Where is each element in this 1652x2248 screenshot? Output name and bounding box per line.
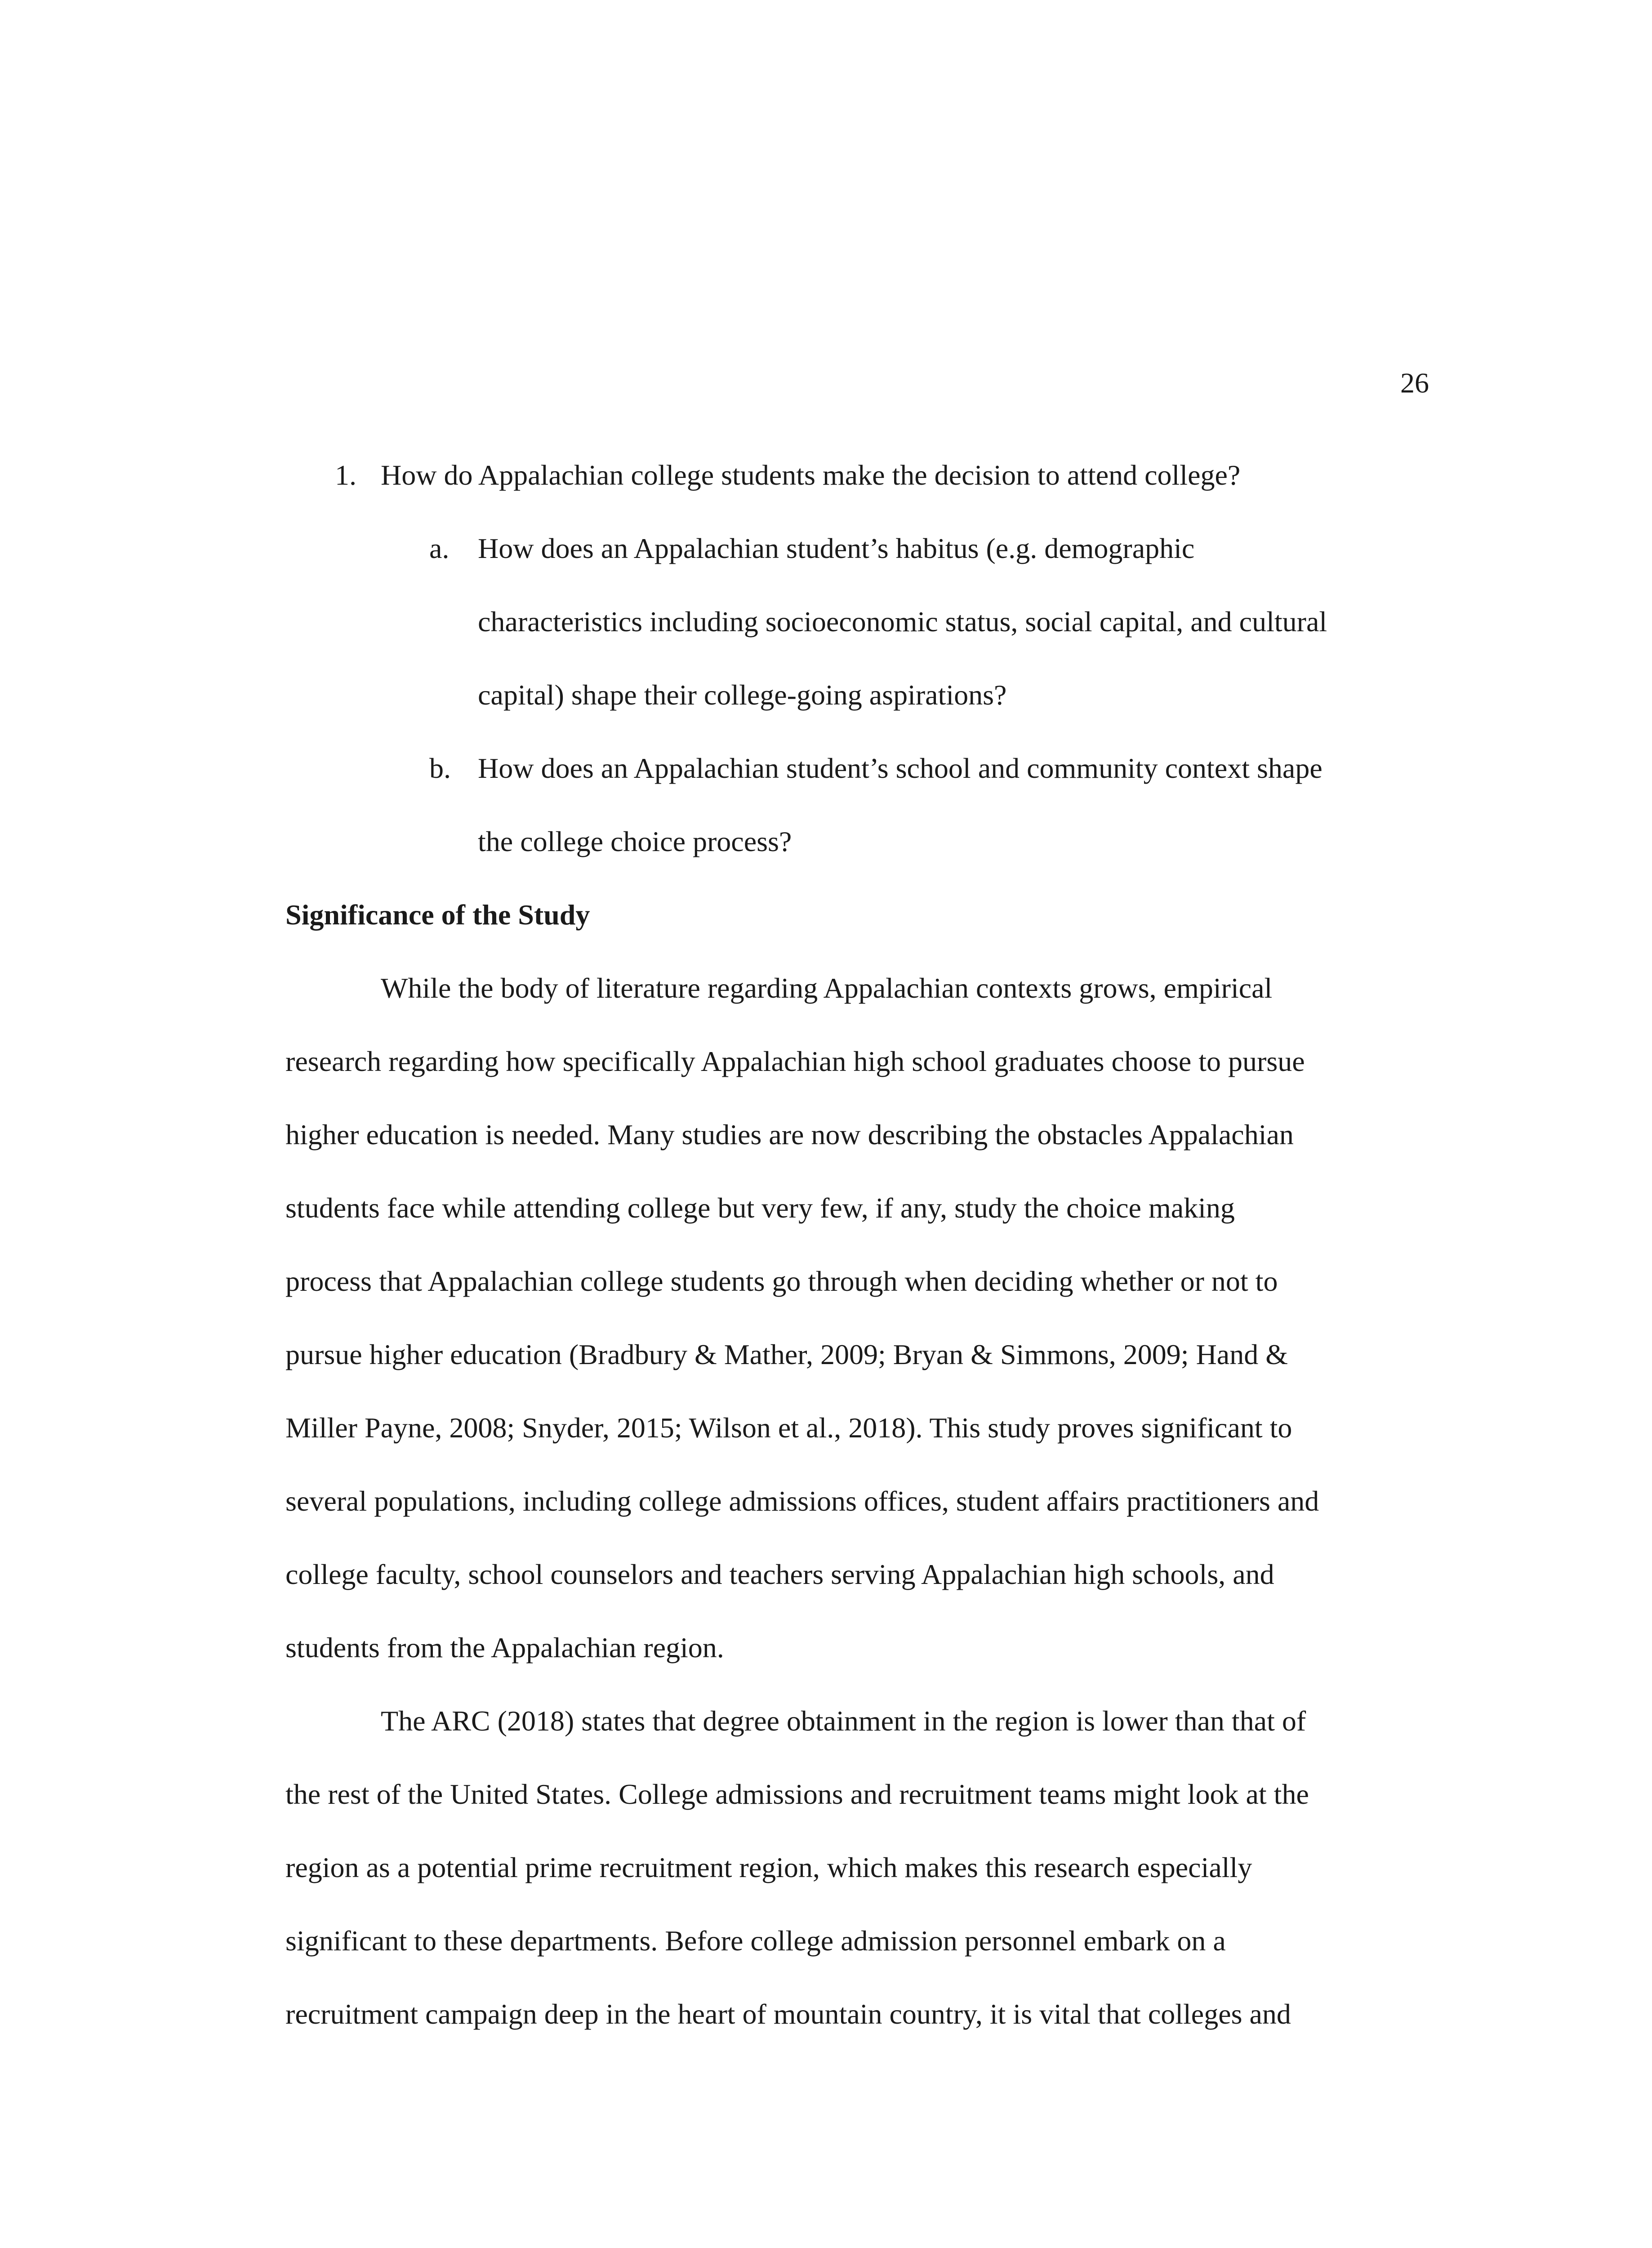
- section-heading: Significance of the Study: [285, 899, 590, 931]
- text-line: recruitment campaign deep in the heart of mountain country, it is vital that colleges and: [285, 1998, 1291, 2030]
- text-line: pursue higher education (Bradbury & Mather, 2009; Bryan & Simmons, 2009; Hand &: [285, 1338, 1288, 1370]
- text-line: significant to these departments. Before college admission personnel embark on a: [285, 1925, 1226, 1957]
- sub-list-marker: b.: [429, 752, 451, 784]
- sub-question-line: How does an Appalachian student’s habitus (e.g. demographic: [478, 532, 1195, 564]
- list-marker: 1.: [335, 459, 356, 491]
- sub-question-line: How does an Appalachian student’s school and community context shape: [478, 752, 1322, 784]
- text-line: region as a potential prime recruitment region, which makes this research especially: [285, 1851, 1252, 1883]
- research-question-1: [285, 438, 1436, 512]
- sub-question-a: [285, 512, 1436, 731]
- text-line: research regarding how specifically Appalachian high school graduates choose to pursue: [285, 1045, 1305, 1077]
- text-line: several populations, including college admissions offices, student affairs practitioners and: [285, 1485, 1319, 1517]
- paragraph-1: [285, 951, 1436, 1684]
- text-line: process that Appalachian college students go through when deciding whether or not to: [285, 1265, 1278, 1297]
- text-line: higher education is needed. Many studies are now describing the obstacles Appalachian: [285, 1119, 1294, 1151]
- text-line: The ARC (2018) states that degree obtainment in the region is lower than that of: [381, 1705, 1306, 1737]
- sub-question-b: [285, 731, 1436, 878]
- research-question-text: How do Appalachian college students make the decision to attend college?: [381, 459, 1241, 491]
- document-body: [285, 438, 1436, 2051]
- text-line: students face while attending college but very few, if any, study the choice making: [285, 1192, 1235, 1224]
- text-line: students from the Appalachian region.: [285, 1632, 724, 1664]
- sub-list-marker: a.: [429, 532, 450, 564]
- sub-question-line: characteristics including socioeconomic status, social capital, and cultural: [478, 606, 1327, 638]
- text-line: Miller Payne, 2008; Snyder, 2015; Wilson et al., 2018). This study proves significant to: [285, 1412, 1292, 1444]
- sub-question-line: capital) shape their college-going aspirations?: [478, 679, 1007, 711]
- page-number: 26: [1400, 367, 1429, 399]
- sub-question-line: the college choice process?: [478, 825, 792, 857]
- paragraph-2: [285, 1684, 1436, 2051]
- text-line: the rest of the United States. College admissions and recruitment teams might look at the: [285, 1778, 1309, 1810]
- text-line: While the body of literature regarding Appalachian contexts grows, empirical: [381, 972, 1273, 1004]
- text-line: college faculty, school counselors and teachers serving Appalachian high schools, and: [285, 1558, 1274, 1590]
